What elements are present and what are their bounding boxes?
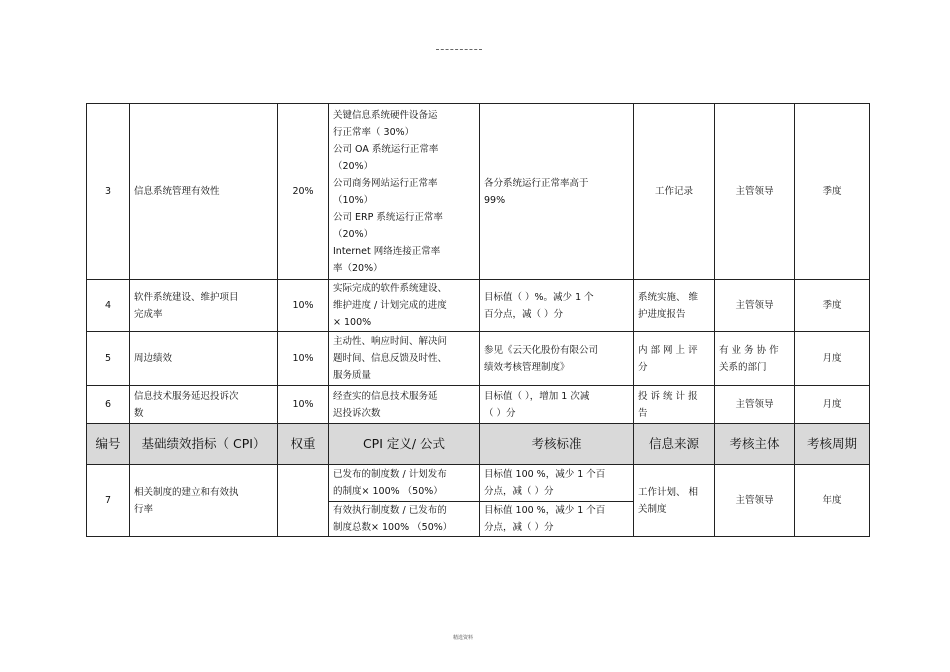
row-number: 3 [87,104,130,280]
period-cell: 季度 [795,280,870,332]
formula-cell: 实际完成的软件系统建设、 维护进度 / 计划完成的进度 × 100% [329,280,480,332]
header-indicator: 基础绩效指标（ CPI） [130,424,278,465]
source-cell: 内 部 网 上 评 分 [634,332,715,386]
subject-cell: 主管领导 [715,386,795,424]
top-dashed-mark [436,49,482,50]
standard-cell: 目标值 100 %，减少 1 个百 分点，减（ ）分 [480,502,634,537]
period-cell: 月度 [795,332,870,386]
period-cell: 月度 [795,386,870,424]
header-source: 信息来源 [634,424,715,465]
subject-cell: 主管领导 [715,280,795,332]
period-cell: 季度 [795,104,870,280]
source-cell: 系统实施、 维 护进度报告 [634,280,715,332]
header-standard: 考核标准 [480,424,634,465]
indicator-cell: 信息系统管理有效性 [130,104,278,280]
indicator-cell: 周边绩效 [130,332,278,386]
subject-cell: 主管领导 [715,104,795,280]
period-cell: 年度 [795,465,870,537]
source-cell: 工作记录 [634,104,715,280]
header-number: 编号 [87,424,130,465]
header-period: 考核周期 [795,424,870,465]
standard-cell: 各分系统运行正常率高于 99% [480,104,634,280]
table-row [87,386,870,424]
source-cell: 投 诉 统 计 报 告 [634,386,715,424]
header-subject: 考核主体 [715,424,795,465]
subject-cell: 主管领导 [715,465,795,537]
subject-cell: 有 业 务 协 作 关系的部门 [715,332,795,386]
table-row [87,332,870,386]
formula-cell: 关键信息系统硬件设备运 行正常率（ 30%） 公司 OA 系统运行正常率 （20%） 公司商务网站运行正常率 （10%） 公司 ERP 系统运行正常率 （20%） Internet 网络连接正常率 率（20%） [329,104,480,280]
kpi-table [86,103,870,537]
indicator-cell: 软件系统建设、维护项目 完成率 [130,280,278,332]
standard-cell: 目标值 100 %，减少 1 个百 分点，减（ ）分 [480,465,634,502]
weight-cell: 10% [278,332,329,386]
weight-cell: 20% [278,104,329,280]
weight-cell: 10% [278,386,329,424]
indicator-cell: 信息技术服务延迟投诉次 数 [130,386,278,424]
row-number: 7 [87,465,130,537]
header-weight: 权重 [278,424,329,465]
indicator-cell: 相关制度的建立和有效执 行率 [130,465,278,537]
weight-cell [278,465,329,537]
standard-cell: 目标值（ ）%。减少 1 个 百分点，减（ ）分 [480,280,634,332]
table-row [87,104,870,280]
page-footer: 精选资料 [452,635,474,641]
formula-cell: 主动性、响应时间、解决问 题时间、信息反馈及时性、 服务质量 [329,332,480,386]
table-row [87,465,870,502]
standard-cell: 参见《云天化股份有限公司 绩效考核管理制度》 [480,332,634,386]
standard-cell: 目标值（ ），增加 1 次减 （ ）分 [480,386,634,424]
table-header-row [87,424,870,465]
table-row [87,280,870,332]
formula-cell: 有效执行制度数 / 已发布的 制度总数× 100% （50%） [329,502,480,537]
source-cell: 工作计划、 相 关制度 [634,465,715,537]
formula-cell: 已发布的制度数 / 计划发布 的制度× 100% （50%） [329,465,480,502]
row-number: 4 [87,280,130,332]
formula-cell: 经查实的信息技术服务延 迟投诉次数 [329,386,480,424]
header-formula: CPI 定义/ 公式 [329,424,480,465]
weight-cell: 10% [278,280,329,332]
row-number: 6 [87,386,130,424]
row-number: 5 [87,332,130,386]
